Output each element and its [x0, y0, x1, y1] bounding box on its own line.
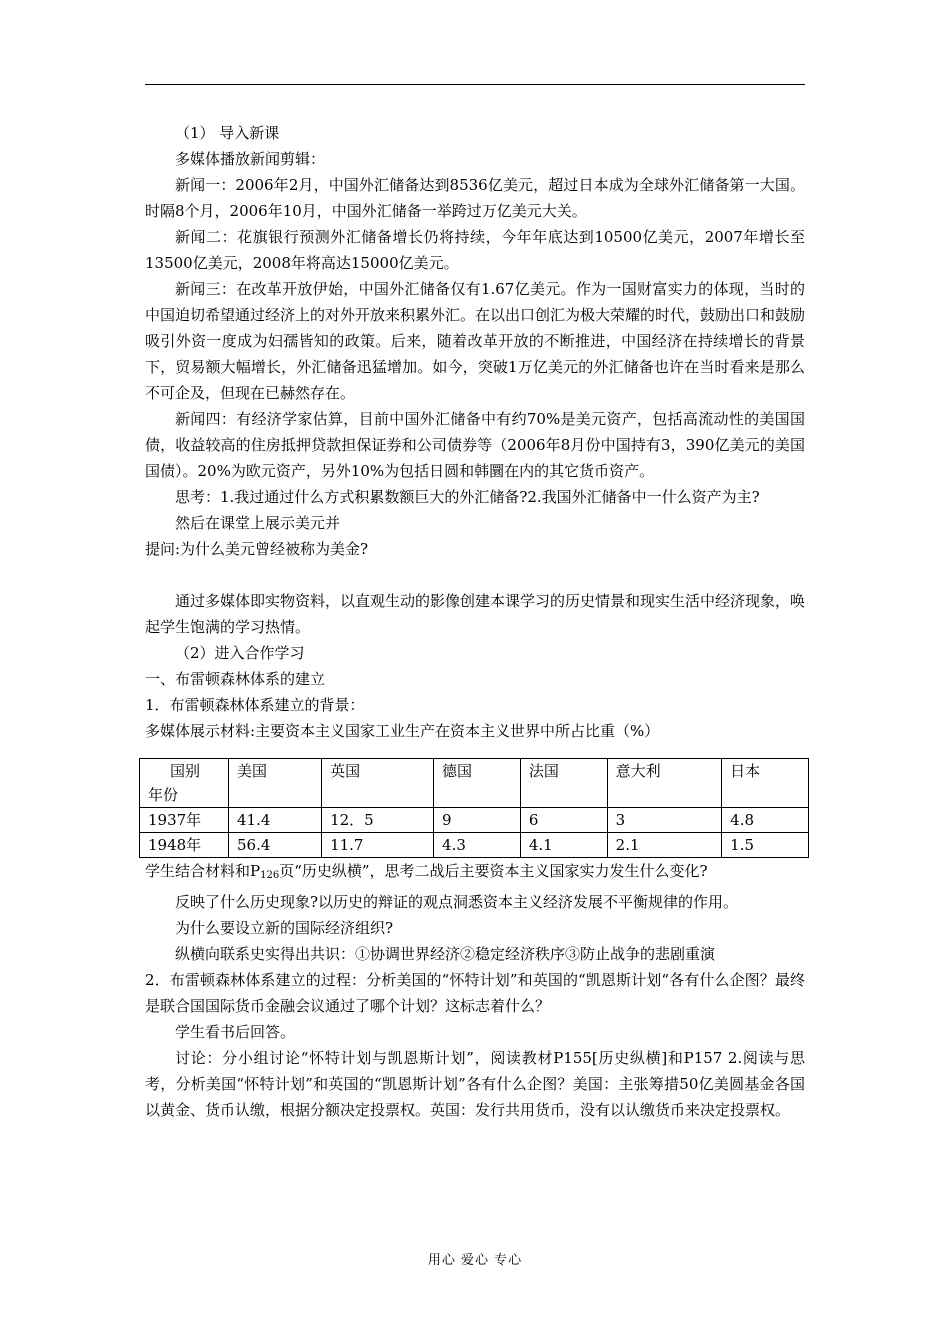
purpose: 通过多媒体即实物资料，以直观生动的影像创建本课学习的历史情景和现实生活中经济现象，唤起学生饱满的学习热情。 [145, 592, 806, 636]
news-4: 新闻四：有经济学家估算，目前中国外汇储备中有约70%是美元资产，包括高流动性的美国国债，收益较高的住房抵押贷款担保证券和公司债券等（2006年8月份中国持有3，390亿美元的美国国债）。20%为欧元资产，另外10%为包括日圆和韩圜在内的其它货币资产。 [145, 410, 805, 480]
discussion: 讨论：分小组讨论“怀特计划与凯恩斯计划”，阅读教材P155[历史纵横]和P157 2.阅读与思考，分析美国“怀特计划”和英国的“凯恩斯计划”各有什么企图？美国：主张筹措50亿美圆基金各国以黄金、货币认缴，根据分额决定投票权。英国：发行共用货币，没有以认缴货币来决定投票权。 [145, 1049, 805, 1119]
value-cell: 2.1 [607, 833, 722, 858]
page-footer: 用心 爱心 专心 [427, 1253, 523, 1268]
combine-material [145, 858, 805, 889]
country-header: 英国 [322, 759, 434, 808]
country-header: 德国 [434, 759, 521, 808]
why-new-organization: 为什么要设立新的国际经济组织? [175, 919, 394, 937]
table-row [140, 808, 809, 833]
blank-line [145, 562, 805, 588]
think-question: 思考：1.我过通过什么方式积累数额巨大的外汇储备?2.我国外汇储备中一什么资产为主? [175, 488, 760, 506]
section-intro: （1） 导入新课 [175, 124, 280, 142]
year-cell: 1948年 [140, 833, 229, 858]
value-cell: 9 [434, 808, 521, 833]
question: 提问:为什么美元曾经被称为美金? [145, 540, 369, 558]
value-cell: 3 [607, 808, 722, 833]
document-body [145, 120, 805, 1123]
material-caption: 多媒体展示材料:主要资本主义国家工业生产在资本主义世界中所占比重（%） [145, 722, 660, 740]
heading-1-1: 1．布雷顿森林体系建立的背景： [145, 696, 365, 714]
value-cell: 56.4 [229, 833, 322, 858]
combine-text-pre: 学生结合材料和P [145, 862, 261, 880]
country-header: 意大利 [607, 759, 722, 808]
value-cell: 4.8 [722, 808, 809, 833]
header-rule [145, 84, 805, 85]
news-2: 新闻二：花旗银行预测外汇储备增长仍将持续，今年年底达到10500亿美元，2007年增长至13500亿美元，2008年将高达15000亿美元。 [145, 228, 805, 272]
heading-1: 一、布雷顿森林体系的建立 [145, 670, 326, 688]
value-cell: 41.4 [229, 808, 322, 833]
country-header: 美国 [229, 759, 322, 808]
news-3: 新闻三：在改革开放伊始，中国外汇储备仅有1.67亿美元。作为一国财富实力的体现，当时的中国迫切希望通过经济上的对外开放来积累外汇。在以出口创汇为极大荣耀的时代，鼓励出口和鼓励吸引外资一度成为妇孺皆知的政策。后来，随着改革开放的不断推进，中国经济在持续增长的背景下，贸易额大幅增长，外汇储备迅猛增加。如今，突破1万亿美元的外汇储备也许在当时看来是那么不可企及，但现在已赫然存在。 [145, 280, 806, 402]
page-subscript: 126 [260, 870, 280, 881]
table-row [140, 833, 809, 858]
reflect: 反映了什么历史现象?以历史的辩证的观点洞悉资本主义经济发展不平衡规律的作用。 [175, 893, 739, 911]
year-cell: 1937年 [140, 808, 229, 833]
table-header-row [140, 759, 809, 808]
combine-text-post: 页“历史纵横”，思考二战后主要资本主义国家实力发生什么变化? [279, 862, 708, 880]
industry-share-table [139, 758, 809, 858]
value-cell: 4.3 [434, 833, 521, 858]
student-answer: 学生看书后回答。 [175, 1023, 296, 1041]
consensus: 纵横向联系史实得出共识：①协调世界经济②稳定经济秩序③防止战争的悲剧重演 [175, 945, 716, 963]
corner-year-label: 年份 [148, 786, 179, 804]
country-header: 日本 [722, 759, 809, 808]
table-corner-cell [140, 759, 229, 808]
corner-country-label: 国别 [170, 762, 201, 780]
value-cell: 1.5 [722, 833, 809, 858]
value-cell: 6 [520, 808, 607, 833]
news-1: 新闻一：2006年2月，中国外汇储备达到8536亿美元，超过日本成为全球外汇储备第一大国。时隔8个月，2006年10月，中国外汇储备一举跨过万亿美元大关。 [145, 176, 805, 220]
section-coop: （2）进入合作学习 [175, 644, 305, 662]
media-label: 多媒体播放新闻剪辑： [175, 150, 326, 168]
value-cell: 4.1 [520, 833, 607, 858]
heading-1-2: 2．布雷顿森林体系建立的过程：分析美国的“怀特计划”和英国的“凯恩斯计划“各有什么企图？最终是联合国国际货币金融会议通过了哪个计划？这标志着什么？ [145, 971, 805, 1015]
value-cell: 12．5 [322, 808, 434, 833]
value-cell: 11.7 [322, 833, 434, 858]
country-header: 法国 [520, 759, 607, 808]
show-dollar: 然后在课堂上展示美元并 [175, 514, 341, 532]
